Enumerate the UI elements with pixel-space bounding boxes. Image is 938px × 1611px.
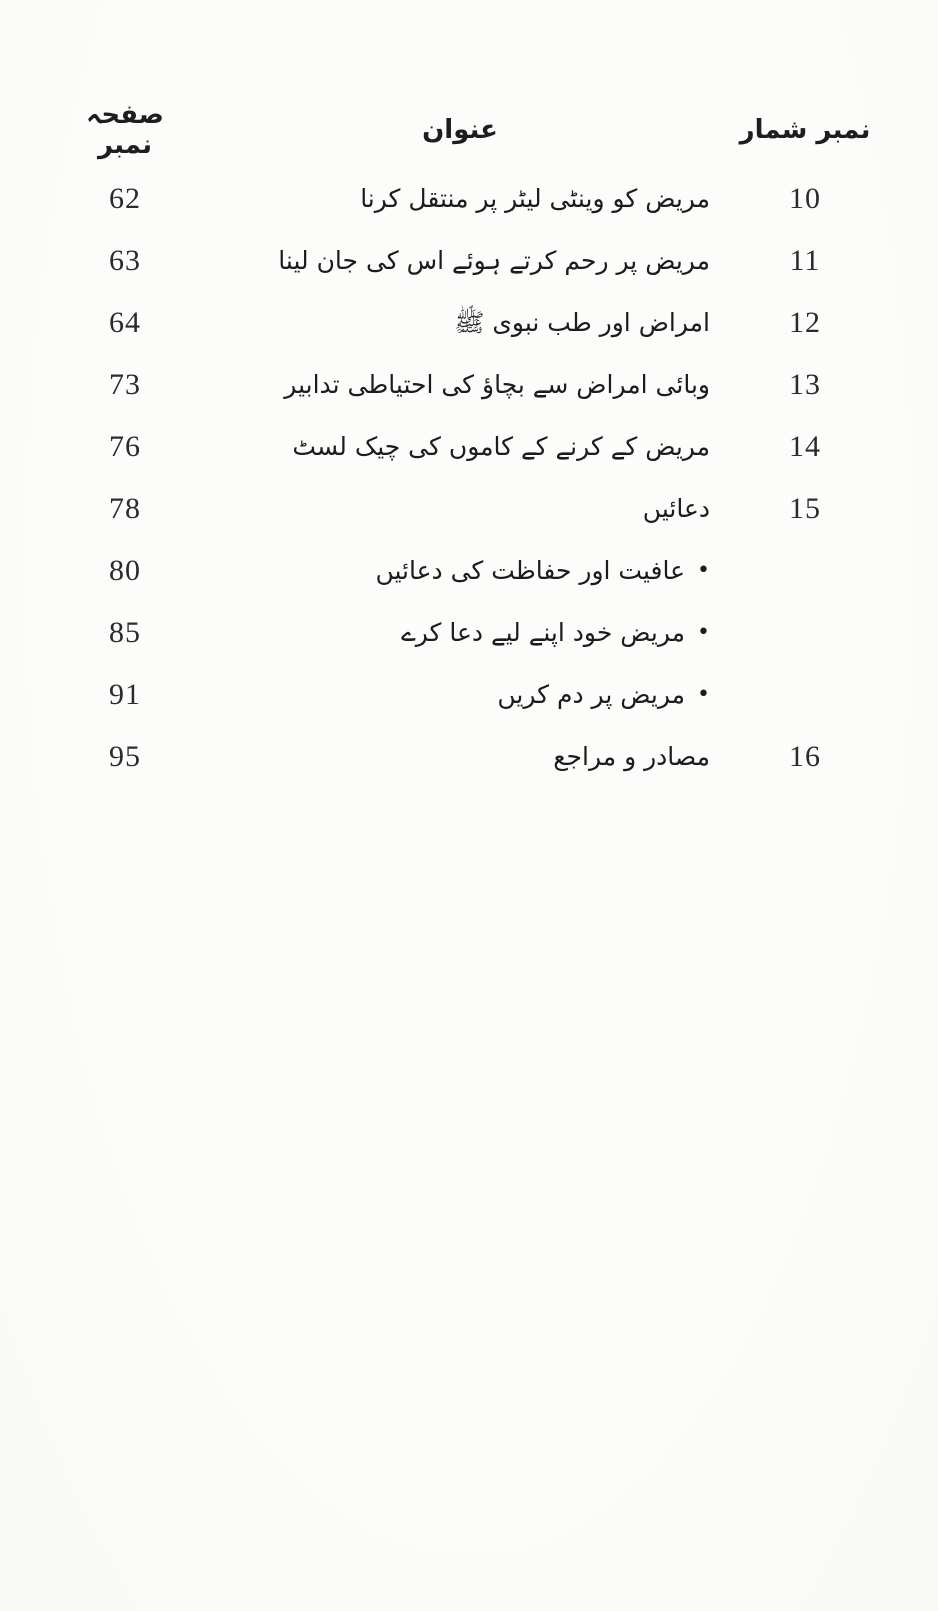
toc-row (60, 354, 880, 416)
entry-title (190, 246, 730, 276)
entry-title (190, 494, 730, 524)
toc-header-row (60, 98, 880, 162)
page-number: 73 (109, 368, 141, 401)
bullet-icon: • (697, 620, 710, 645)
page-number: 91 (109, 678, 141, 711)
toc-row (60, 726, 880, 788)
entry-title-text: مریض کو وینٹی لیٹر پر منتقل کرنا (360, 184, 710, 213)
entry-title-text: مصادر و مراجع (553, 742, 710, 771)
header-title: عنوان (422, 115, 498, 145)
entry-title (190, 742, 730, 772)
page-number: 76 (109, 430, 141, 463)
entry-title (190, 184, 730, 214)
serial-number: 15 (789, 492, 821, 525)
page-number: 64 (109, 306, 141, 339)
entry-title (190, 680, 730, 710)
entry-title (190, 308, 730, 338)
serial-number: 16 (789, 740, 821, 773)
entry-title-text: امراض اور طب نبوی ﷺ (454, 308, 710, 337)
entry-title-text: مریض پر رحم کرتے ہوئے اس کی جان لینا (278, 246, 710, 275)
entry-title-text: مریض کے کرنے کے کاموں کی چیک لسٹ (292, 432, 710, 461)
toc-row (60, 602, 880, 664)
bullet-icon: • (697, 558, 710, 583)
page-number: 62 (109, 182, 141, 215)
toc-rows (60, 168, 880, 788)
serial-number: 13 (789, 368, 821, 401)
entry-title (190, 556, 730, 586)
toc-row (60, 478, 880, 540)
serial-number: 14 (789, 430, 821, 463)
entry-title-text: مریض پر دم کریں (497, 680, 686, 709)
bullet-icon: • (697, 682, 710, 707)
entry-title-text: وبائی امراض سے بچاؤ کی احتیاطی تدابیر (284, 370, 710, 399)
page-number: 78 (109, 492, 141, 525)
entry-title (190, 618, 730, 648)
toc-row (60, 416, 880, 478)
page-number: 63 (109, 244, 141, 277)
page-number: 85 (109, 616, 141, 649)
serial-number: 10 (789, 182, 821, 215)
page-number: 80 (109, 554, 141, 587)
table-of-contents (60, 98, 880, 788)
serial-number: 12 (789, 306, 821, 339)
toc-row (60, 168, 880, 230)
toc-row (60, 292, 880, 354)
entry-title (190, 432, 730, 462)
toc-row (60, 664, 880, 726)
toc-row (60, 540, 880, 602)
toc-row (60, 230, 880, 292)
entry-title-text: دعائیں (642, 494, 710, 523)
header-page-number: صفحہ نمبر (86, 100, 164, 160)
entry-title-text: عافیت اور حفاظت کی دعائیں (375, 556, 686, 585)
serial-number: 11 (789, 244, 821, 277)
header-serial-number: نمبر شمار (739, 115, 871, 145)
entry-title (190, 370, 730, 400)
page-number: 95 (109, 740, 141, 773)
entry-title-text: مریض خود اپنے لیے دعا کرے (401, 618, 686, 647)
